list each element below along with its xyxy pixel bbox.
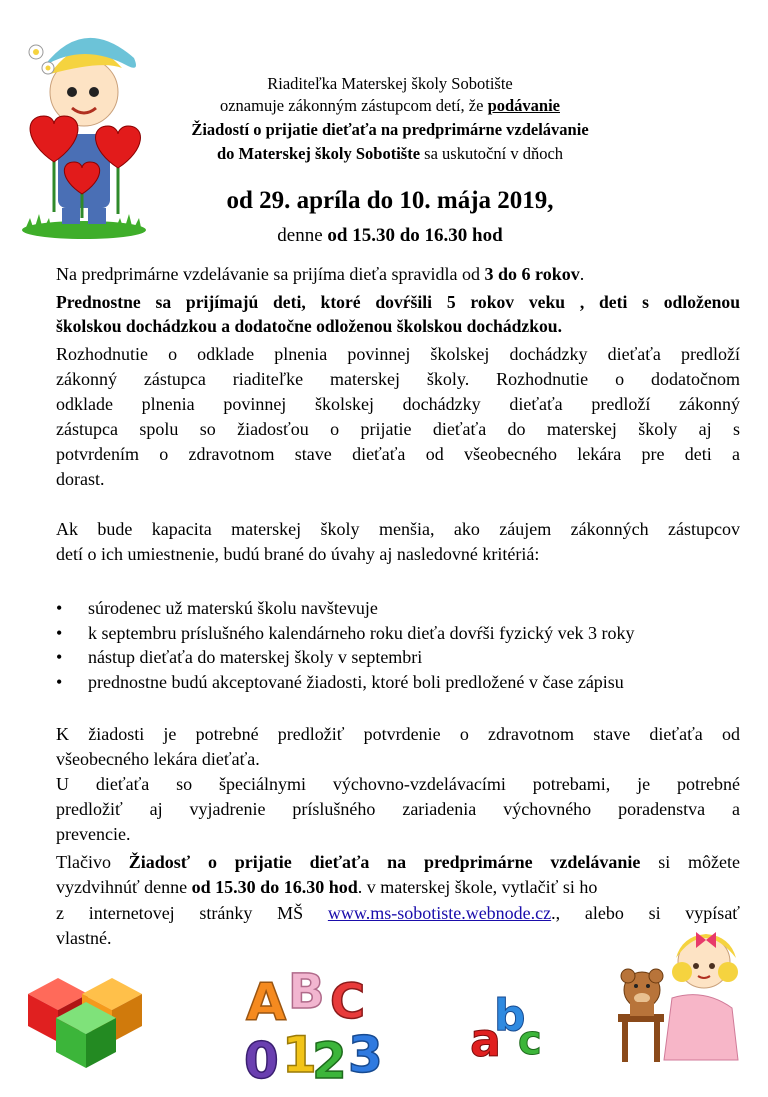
para3-line9: vlastné.	[56, 928, 112, 948]
para1-line9: dorast.	[56, 469, 105, 489]
para1-line3: školskou dochádzkou a dodatočne odloženou školskou dochádzkou.	[56, 316, 562, 336]
para1-line7: zástupca spolu so žiadosťou o prijatie dieťaťa do materskej školy aj s	[56, 419, 740, 439]
clipart-letter: c	[518, 1018, 542, 1064]
clipart-letter: C	[330, 974, 366, 1030]
para2-line2: detí o ich umiestnenie, budú brané do úvahy aj nasledovné kritériá:	[56, 544, 540, 564]
para1-line4: Rozhodnutie o odklade plnenia povinnej školskej dochádzky dieťaťa predloží	[56, 344, 740, 364]
clipart-letter: B	[288, 964, 325, 1020]
criteria-list	[56, 596, 756, 694]
para1-line5: zákonný zástupca riaditeľke materskej školy. Rozhodnutie o dodatočnom	[56, 369, 740, 389]
para3-line3: U dieťaťa so špeciálnymi výchovno-vzdelávacími potrebami, je potrebné	[56, 774, 740, 794]
para1-line8: potvrdením o zdravotnom stave dieťaťa od všeobecného lekára pre deti a	[56, 444, 740, 464]
school-website-link[interactable]: www.ms-sobotiste.webnode.cz	[327, 903, 552, 923]
clipart-letter: a	[470, 1013, 502, 1064]
header-line-4: do Materskej školy Sobotište sa uskutoční v dňoch	[216, 144, 564, 163]
office-hours: denne od 15.30 do 16.30 hod	[277, 225, 503, 246]
abc-numbers-clipart	[244, 962, 404, 1086]
clipart-letter: 2	[312, 1032, 347, 1086]
list-item: • prednostne budú akceptované žiadosti, ktoré boli predložené v čase zápisu	[56, 671, 624, 692]
list-item: • nástup dieťaťa do materskej školy v septembri	[56, 647, 423, 667]
para3-line4: predložiť aj vyjadrenie príslušného zariadenia výchovného poradenstva a	[56, 799, 740, 819]
header-line-1: Riaditeľka Materskej školy Sobotište	[267, 74, 513, 93]
para1-line6: odklade plnenia povinnej školskej dochádzky dieťaťa predloží zákonný	[56, 394, 740, 414]
para3-line7: vyzdvihnúť denne od 15.30 do 16.30 hod. v materskej škole, vytlačiť si ho	[56, 877, 598, 897]
clipart-letter: b	[494, 990, 526, 1041]
para2-line1: Ak bude kapacita materskej školy menšia, ako záujem zákonných zástupcov	[56, 519, 740, 539]
para3-line8: z internetovej stránky MŠ www.ms-sobotiste.webnode.cz., alebo si vypísať	[56, 903, 740, 923]
clipart-letter: 0	[244, 1032, 279, 1086]
clipart-letter: A	[246, 973, 287, 1033]
list-item: • k septembru príslušného kalendárneho roku dieťa dovŕši fyzický vek 3 roky	[56, 622, 635, 643]
girl-with-teddy-clipart	[612, 928, 742, 1068]
para3-line6: Tlačivo Žiadosť o prijatie dieťaťa na predprimárne vzdelávanie si môžete	[56, 852, 740, 872]
list-item: • súrodenec už materskú školu navštevuje	[56, 598, 378, 618]
para3-line2: všeobecného lekára dieťaťa.	[56, 749, 260, 769]
colored-cubes-clipart	[26, 972, 144, 1072]
header-line-2: oznamuje zákonným zástupcom detí, že podávanie	[219, 96, 560, 115]
para1-line1: Na predprimárne vzdelávanie sa prijíma dieťa spravidla od 3 do 6 rokov.	[56, 264, 585, 284]
child-with-hearts-clipart	[14, 22, 154, 240]
para1-line2: Prednostne sa prijímajú deti, ktoré dovŕšili 5 rokov veku , deti s odloženou	[56, 292, 740, 312]
header-line-3: Žiadostí o prijatie dieťaťa na predprimárne vzdelávanie	[191, 120, 589, 139]
clipart-letter: 1	[282, 1026, 317, 1084]
para3-line5: prevencie.	[56, 824, 131, 844]
small-abc-clipart	[470, 984, 554, 1064]
date-range: od 29. apríla do 10. mája 2019,	[226, 187, 554, 214]
para3-line1: K žiadosti je potrebné predložiť potvrdenie o zdravotnom stave dieťaťa od	[56, 724, 740, 744]
clipart-letter: 3	[348, 1026, 383, 1084]
